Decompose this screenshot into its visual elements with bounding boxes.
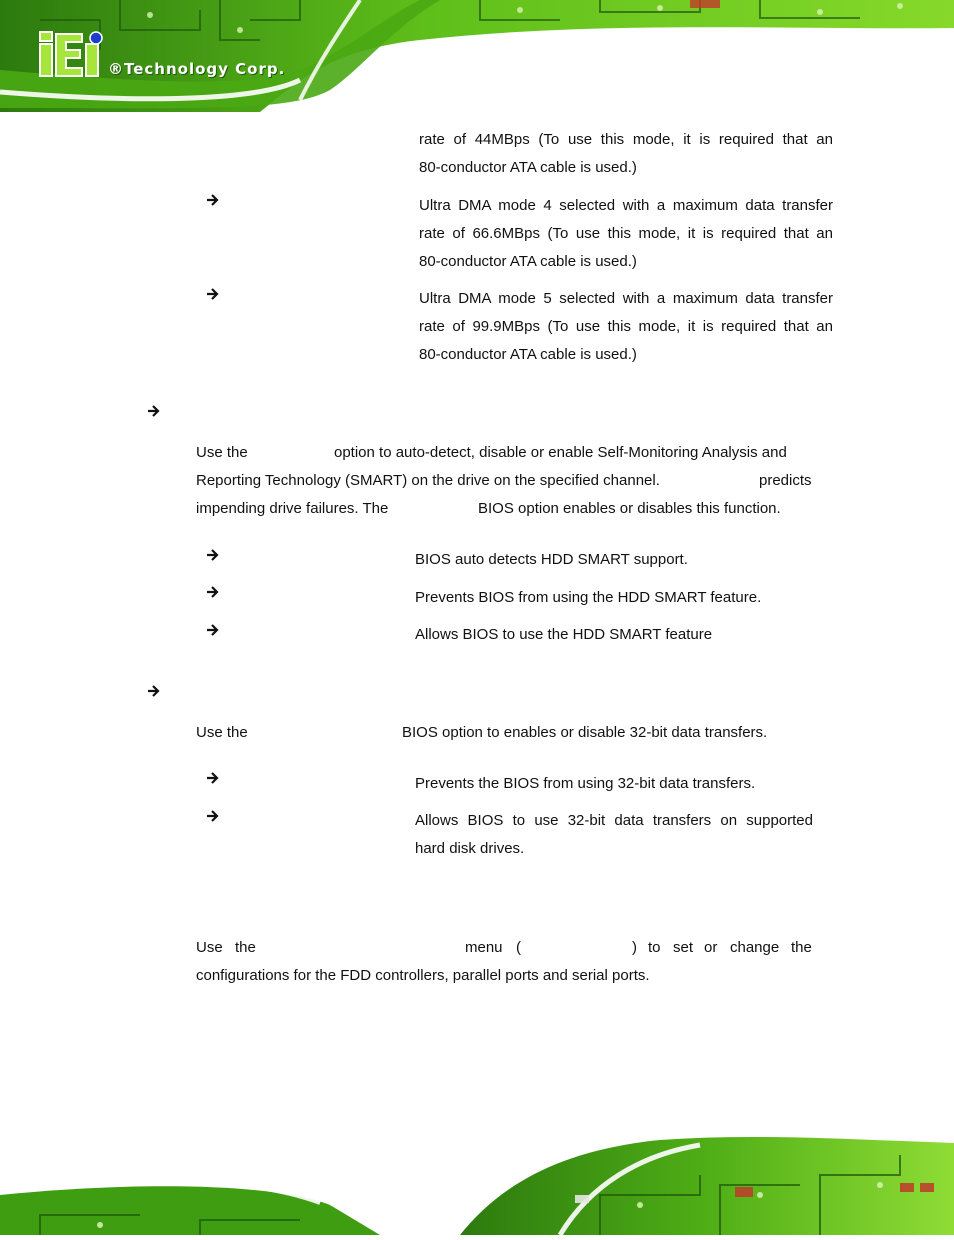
superio-word-the1: the xyxy=(235,939,256,956)
superio-line2: configurations for the FDD controllers, parallel ports and serial ports. xyxy=(196,967,650,984)
right-arrow-icon xyxy=(206,809,220,823)
udma-mode5-line3: 80-conductor ATA cable is used.) xyxy=(419,346,637,363)
smart-intro-line1-b: option to auto-detect, disable or enable Self-Monitoring Analysis and xyxy=(334,444,787,461)
superio-paren-open: ( xyxy=(516,939,521,956)
data32-option-enabled-line1: Allows BIOS to use 32-bit data transfers on supported xyxy=(415,812,813,829)
right-arrow-icon xyxy=(206,193,220,207)
data32-option-disabled: Prevents the BIOS from using 32-bit data transfers. xyxy=(415,775,756,792)
superio-word-to: to xyxy=(648,939,661,956)
udma-mode5-line1: Ultra DMA mode 5 selected with a maximum data transfer xyxy=(419,290,833,307)
brand-name: ®Technology Corp. xyxy=(108,60,286,78)
smart-intro-line2-b: predicts xyxy=(759,472,812,489)
smart-option-disabled: Prevents BIOS from using the HDD SMART feature. xyxy=(415,589,762,606)
smart-intro-line1-a: Use the xyxy=(196,444,248,461)
data32-option-enabled-line2: hard disk drives. xyxy=(415,840,525,857)
superio-word-use: Use xyxy=(196,939,223,956)
superio-word-the2: the xyxy=(791,939,812,956)
logo-letters xyxy=(38,30,110,78)
header-banner xyxy=(0,0,954,112)
udma-mode3-line1: rate of 44MBps (To use this mode, it is required that an xyxy=(419,131,833,148)
right-arrow-icon xyxy=(147,684,161,698)
smart-intro-line3-a: impending drive failures. The xyxy=(196,500,389,517)
udma-mode4-line2: rate of 66.6MBps (To use this mode, it is required that an xyxy=(419,225,833,242)
data32-intro-a: Use the xyxy=(196,724,248,741)
udma-mode4-line1: Ultra DMA mode 4 selected with a maximum data transfer xyxy=(419,197,833,214)
right-arrow-icon xyxy=(147,404,161,418)
footer-banner xyxy=(0,1125,954,1235)
circuit-board-footer-graphic xyxy=(0,1125,954,1235)
superio-word-menu: menu xyxy=(465,939,503,956)
right-arrow-icon xyxy=(206,287,220,301)
iei-logo-icon xyxy=(38,30,110,78)
udma-mode4-line3: 80-conductor ATA cable is used.) xyxy=(419,253,637,270)
smart-intro-line2-a: Reporting Technology (SMART) on the drive on the specified channel. xyxy=(196,472,660,489)
superio-word-set: set xyxy=(673,939,694,956)
udma-mode5-line2: rate of 99.9MBps (To use this mode, it is required that an xyxy=(419,318,833,335)
superio-word-or: or xyxy=(704,939,718,956)
udma-mode3-line2: 80-conductor ATA cable is used.) xyxy=(419,159,637,176)
right-arrow-icon xyxy=(206,771,220,785)
right-arrow-icon xyxy=(206,623,220,637)
company-logo xyxy=(38,30,298,80)
data32-intro-b: BIOS option to enables or disable 32-bit data transfers. xyxy=(402,724,768,741)
right-arrow-icon xyxy=(206,548,220,562)
superio-paren-close: ) xyxy=(632,939,637,956)
smart-intro-line3-b: BIOS option enables or disables this function. xyxy=(478,500,781,517)
right-arrow-icon xyxy=(206,585,220,599)
smart-option-auto: BIOS auto detects HDD SMART support. xyxy=(415,551,688,568)
smart-option-enabled: Allows BIOS to use the HDD SMART feature xyxy=(415,626,713,643)
superio-word-change: change xyxy=(730,939,780,956)
